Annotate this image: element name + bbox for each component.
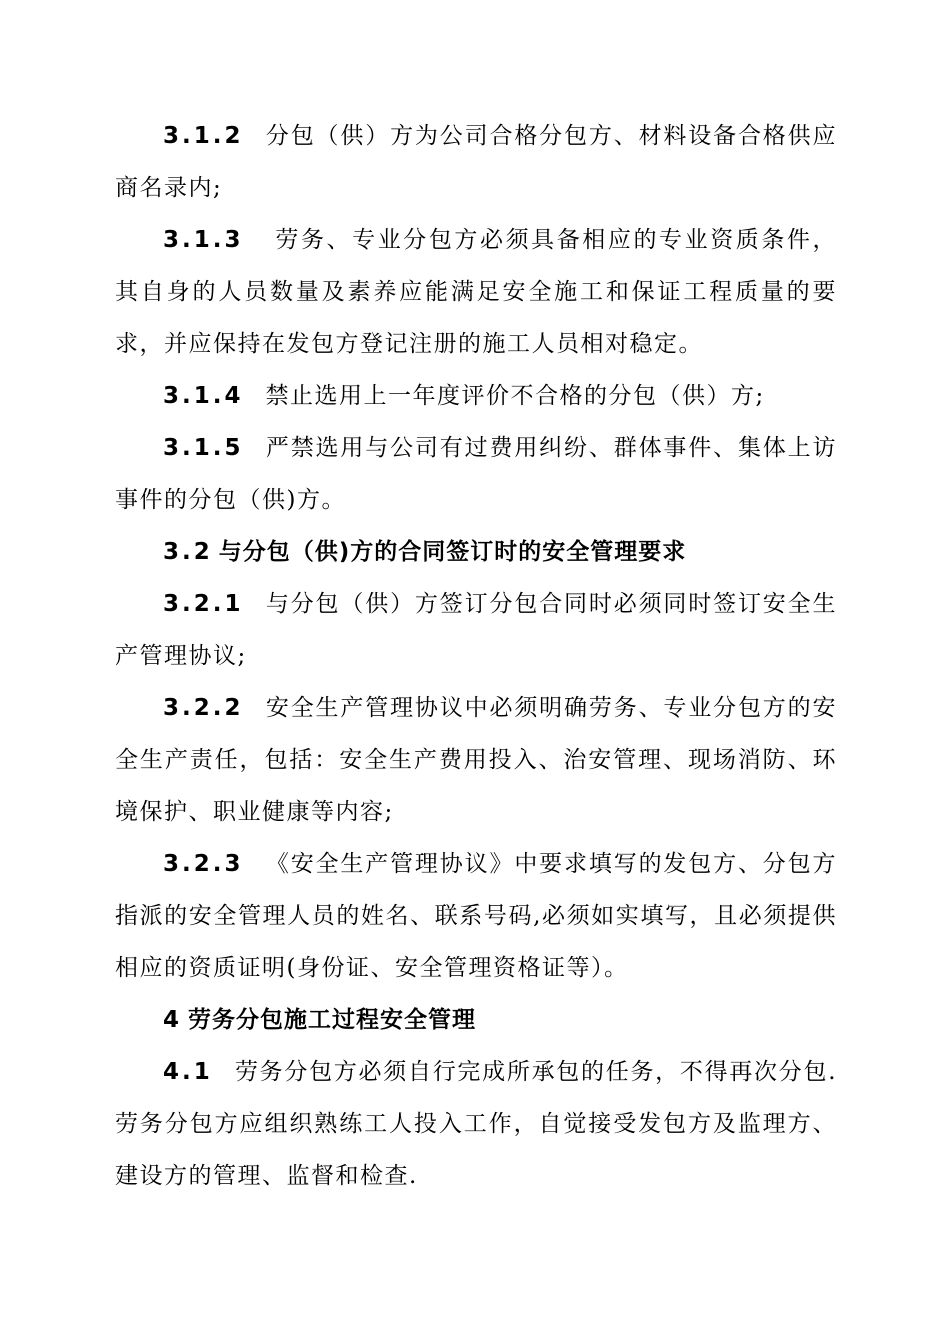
paragraph-4-1 (115, 1046, 837, 1202)
clause-number: 3.1.3 (163, 227, 244, 253)
clause-number: 3.1.2 (163, 123, 244, 149)
section-heading-3-2 (115, 526, 837, 578)
clause-number: 3.2.1 (163, 591, 244, 617)
paragraph-3-2-3 (115, 838, 837, 994)
section-heading-4 (115, 994, 837, 1046)
clause-text: 严禁选用与公司有过费用纠纷、群体事件、集体上访事件的分包（供)方。 (115, 435, 837, 513)
clause-text: 分包（供）方为公司合格分包方、材料设备合格供应商名录内; (115, 123, 837, 201)
paragraph-3-1-4 (115, 370, 837, 422)
clause-text: 禁止选用上一年度评价不合格的分包（供）方; (265, 383, 765, 409)
section-title: 与分包（供)方的合同签订时的安全管理要求 (218, 539, 687, 565)
clause-text: 安全生产管理协议中必须明确劳务、专业分包方的安全生产责任，包括：安全生产费用投入、治安管理、现场消防、环境保护、职业健康等内容; (115, 695, 837, 825)
clause-number: 3.2.3 (163, 851, 244, 877)
document-page (115, 110, 837, 1202)
clause-text: 与分包（供）方签订分包合同时必须同时签订安全生产管理协议; (115, 591, 837, 669)
paragraph-3-1-3 (115, 214, 837, 370)
paragraph-3-2-2 (115, 682, 837, 838)
clause-number: 3.2.2 (163, 695, 244, 721)
section-title: 劳务分包施工过程安全管理 (188, 1007, 477, 1033)
clause-text: 《安全生产管理协议》中要求填写的发包方、分包方指派的安全管理人员的姓名、联系号码,必须如实填写，且必须提供相应的资质证明(身份证、安全管理资格证等）。 (115, 851, 837, 981)
clause-number: 3.1.4 (163, 383, 244, 409)
section-number: 4 (163, 1007, 183, 1033)
paragraph-3-2-1 (115, 578, 837, 682)
paragraph-3-1-2 (115, 110, 837, 214)
clause-number: 4.1 (163, 1059, 213, 1085)
clause-text: 劳务分包方必须自行完成所承包的任务，不得再次分包.劳务分包方应组织熟练工人投入工作，自觉接受发包方及监理方、建设方的管理、监督和检查. (115, 1059, 837, 1189)
clause-number: 3.1.5 (163, 435, 244, 461)
clause-text: 劳务、专业分包方必须具备相应的专业资质条件，其自身的人员数量及素养应能满足安全施工和保证工程质量的要求，并应保持在发包方登记注册的施工人员相对稳定。 (115, 227, 837, 357)
section-number: 3.2 (163, 539, 213, 565)
paragraph-3-1-5 (115, 422, 837, 526)
